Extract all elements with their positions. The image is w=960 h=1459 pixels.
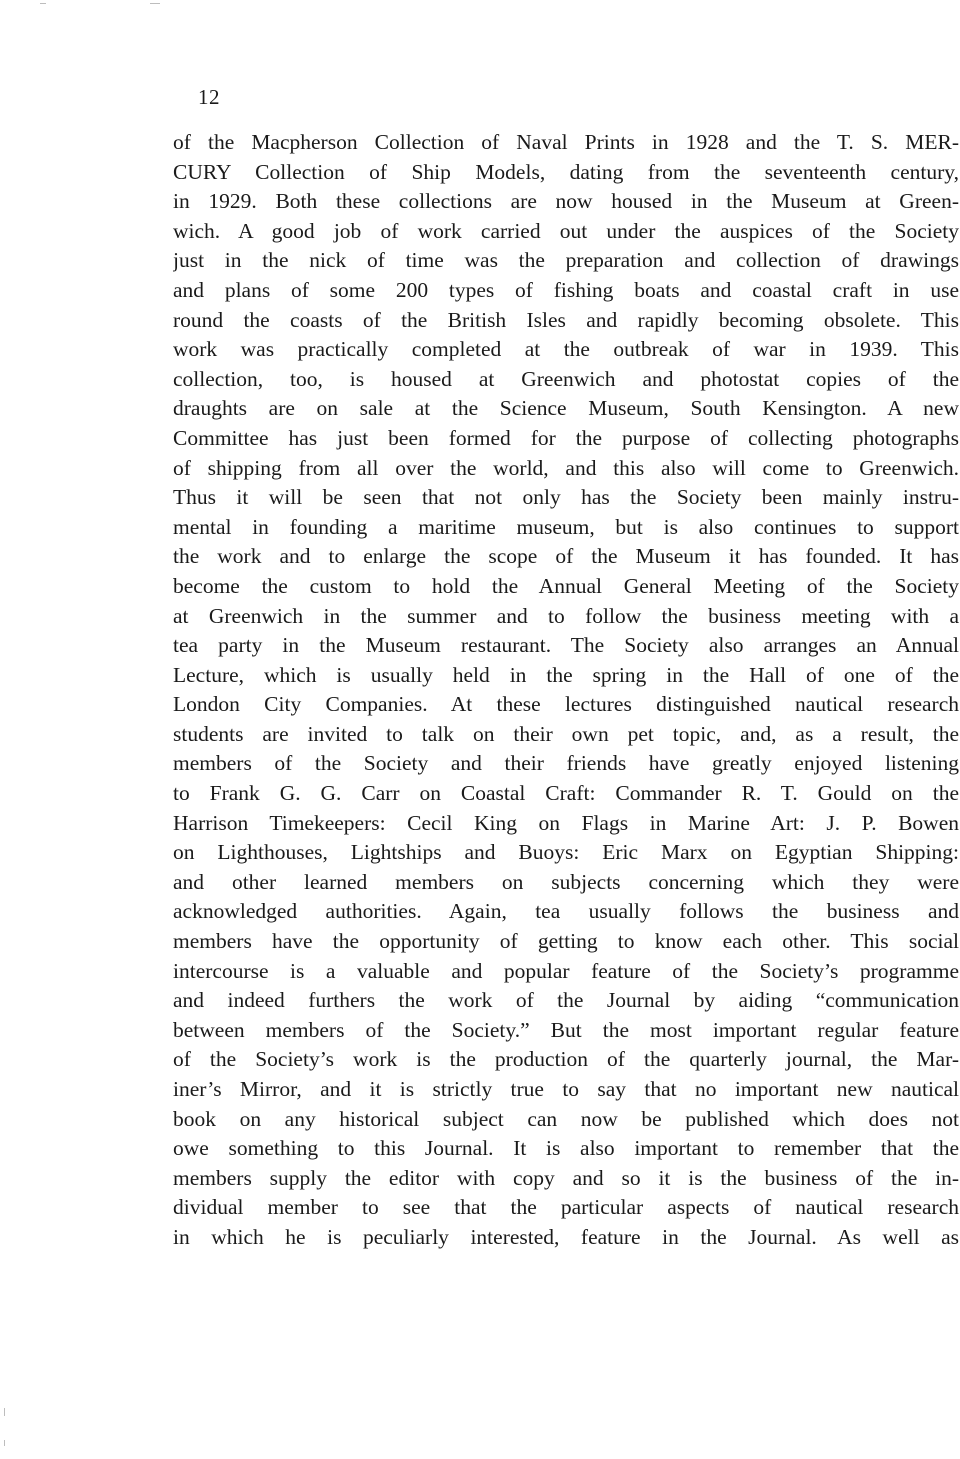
text-line: mental in founding a maritime museum, but is also continues to support — [173, 514, 959, 539]
text-line: round the coasts of the British Isles and rapidly becoming obsolete. This — [173, 307, 959, 332]
text-line: iner’s Mirror, and it is strictly true to say that no important new nautical — [173, 1077, 959, 1101]
text-line: and indeed furthers the work of the Journal by aiding “communication — [173, 988, 959, 1013]
body-text — [173, 128, 959, 1253]
text-line: wich. A good job of work carried out under the auspices of the Society — [173, 218, 959, 243]
text-line: at Greenwich in the summer and to follow the business meeting with a — [173, 603, 959, 628]
text-line: owe something to this Journal. It is also important to remember that the — [173, 1136, 959, 1161]
text-line: in 1929. Both these collections are now housed in the Museum at Green- — [173, 189, 959, 214]
text-line: members of the Society and their friends have greatly enjoyed listening — [173, 751, 959, 776]
text-line: Lecture, which is usually held in the spring in the Hall of one of the — [173, 662, 959, 687]
text-line: dividual member to see that the particular aspects of nautical research — [173, 1195, 959, 1220]
text-line: Committee has just been formed for the purpose of collecting photographs — [173, 425, 959, 450]
text-line: become the custom to hold the Annual General Meeting of the Society — [173, 573, 959, 598]
scan-mark — [150, 3, 160, 4]
text-line: members supply the editor with copy and so it is the business of the in- — [173, 1165, 959, 1190]
text-line: students are invited to talk on their own pet topic, and, as a result, the — [173, 721, 959, 746]
text-line: London City Companies. At these lectures distinguished nautical research — [173, 692, 959, 717]
text-line: acknowledged authorities. Again, tea usually follows the business and — [173, 899, 959, 924]
text-line: to Frank G. G. Carr on Coastal Craft: Commander R. T. Gould on the — [173, 781, 959, 806]
text-line: tea party in the Museum restaurant. The Society also arranges an Annual — [173, 633, 959, 658]
text-line: intercourse is a valuable and popular feature of the Society’s programme — [173, 958, 959, 983]
text-line: book on any historical subject can now be published which does not — [173, 1106, 959, 1131]
text-line: in which he is peculiarly interested, feature in the Journal. As well as — [173, 1224, 959, 1249]
text-line: CURY Collection of Ship Models, dating from the seventeenth century, — [173, 159, 959, 184]
scan-mark — [40, 3, 46, 4]
text-line: and plans of some 200 types of fishing boats and coastal craft in use — [173, 277, 959, 302]
text-line: work was practically completed at the outbreak of war in 1939. This — [173, 337, 959, 362]
text-line: just in the nick of time was the preparation and collection of drawings — [173, 248, 959, 273]
text-line: the work and to enlarge the scope of the Museum it has founded. It has — [173, 544, 959, 569]
text-line: draughts are on sale at the Science Museum, South Kensington. A new — [173, 396, 959, 421]
text-line: on Lighthouses, Lightships and Buoys: Eric Marx on Egyptian Shipping: — [173, 840, 959, 865]
text-line: of shipping from all over the world, and this also will come to Greenwich. — [173, 455, 959, 480]
text-line: and other learned members on subjects concerning which they were — [173, 869, 959, 894]
text-line: between members of the Society.” But the most important regular feature — [173, 1017, 959, 1042]
scan-mark — [4, 1408, 5, 1416]
text-line: members have the opportunity of getting to know each other. This social — [173, 929, 959, 954]
text-line: Harrison Timekeepers: Cecil King on Flags in Marine Art: J. P. Bowen — [173, 810, 959, 835]
text-line: of the Macpherson Collection of Naval Prints in 1928 and the T. S. MER- — [173, 130, 959, 154]
text-line: of the Society’s work is the production of the quarterly journal, the Mar- — [173, 1047, 959, 1072]
scan-mark — [4, 1440, 5, 1446]
page-number: 12 — [198, 85, 220, 109]
text-line: collection, too, is housed at Greenwich and photostat copies of the — [173, 366, 959, 391]
text-line: Thus it will be seen that not only has the Society been mainly instru- — [173, 485, 959, 510]
